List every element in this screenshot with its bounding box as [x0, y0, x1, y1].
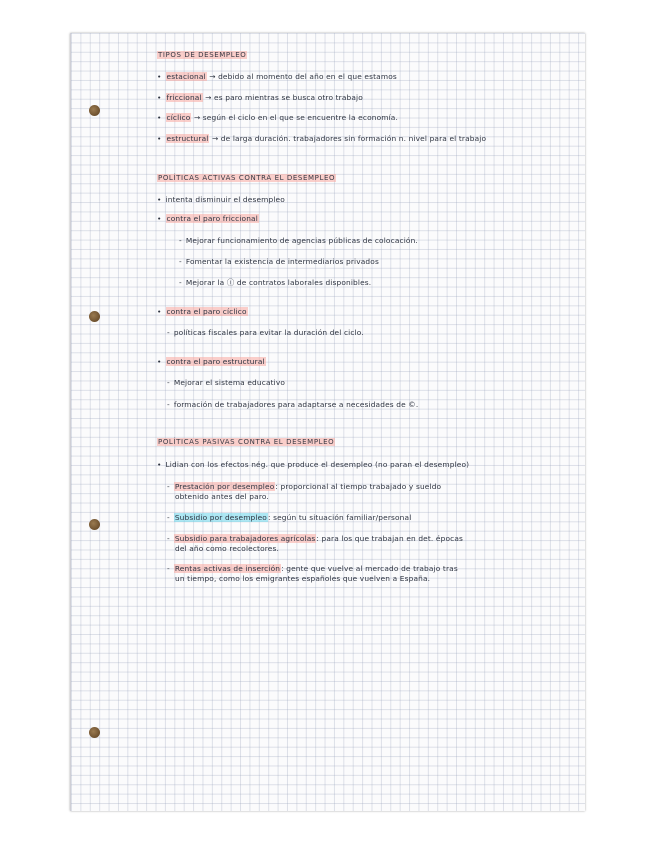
list-subitem: - Subsidio para trabajadores agrícolas: para los que trabajan en det. épocas: [167, 535, 463, 542]
list-subitem-cont: un tiempo, como los emigrantes españoles que vuelven a España.: [175, 574, 431, 583]
binder-hole: [89, 727, 100, 738]
list-item: • contra el paro friccional: [157, 215, 259, 222]
binder-hole: [89, 105, 100, 116]
binder-hole: [89, 311, 100, 322]
list-subitem: - Subsidio por desempleo: según tu situación familiar/personal: [167, 514, 411, 521]
list-subitem: - Prestación por desempleo: proporcional al tiempo trabajado y sueldo: [167, 483, 441, 490]
list-subitem: - Fomentar la existencia de intermediarios privados: [179, 258, 379, 265]
list-item: • Lidian con los efectos nég. que produce el desempleo (no paran el desempleo): [157, 461, 469, 468]
list-subitem: - Rentas activas de inserción: gente que vuelve al mercado de trabajo tras: [167, 565, 458, 572]
list-subitem: - Mejorar el sistema educativo: [167, 379, 285, 386]
list-subitem-cont: del año como recolectores.: [175, 544, 279, 553]
section-title-tipos: TIPOS DE DESEMPLEO: [158, 51, 247, 59]
list-subitem-cont: obtenido antes del paro.: [175, 492, 269, 501]
list-subitem: - Mejorar la ⓘ de contratos laborales disponibles.: [179, 279, 371, 286]
list-item: • estructural → de larga duración. trabajadores sin formación n. nivel para el trabajo: [157, 135, 486, 142]
list-item: • estacional → debido al momento del año en el que estamos: [157, 73, 397, 80]
section-title-activas: POLÍTICAS ACTIVAS CONTRA EL DESEMPLEO: [158, 174, 336, 182]
list-item: • intenta disminuir el desempleo: [157, 196, 285, 203]
list-item: • friccional → es paro mientras se busca otro trabajo: [157, 94, 363, 101]
section-title-pasivas: POLÍTICAS PASIVAS CONTRA EL DESEMPLEO: [158, 438, 335, 446]
binder-hole: [89, 519, 100, 530]
list-item: • cíclico → según el ciclo en el que se encuentre la economía.: [157, 114, 398, 121]
notebook-page: [70, 33, 585, 811]
list-subitem: - Mejorar funcionamiento de agencias públicas de colocación.: [179, 237, 418, 244]
list-subitem: - formación de trabajadores para adaptarse a necesidades de ©.: [167, 401, 418, 408]
list-item: • contra el paro estructural: [157, 358, 266, 365]
list-item: • contra el paro cíclico: [157, 308, 248, 315]
list-subitem: - políticas fiscales para evitar la duración del ciclo.: [167, 329, 364, 336]
